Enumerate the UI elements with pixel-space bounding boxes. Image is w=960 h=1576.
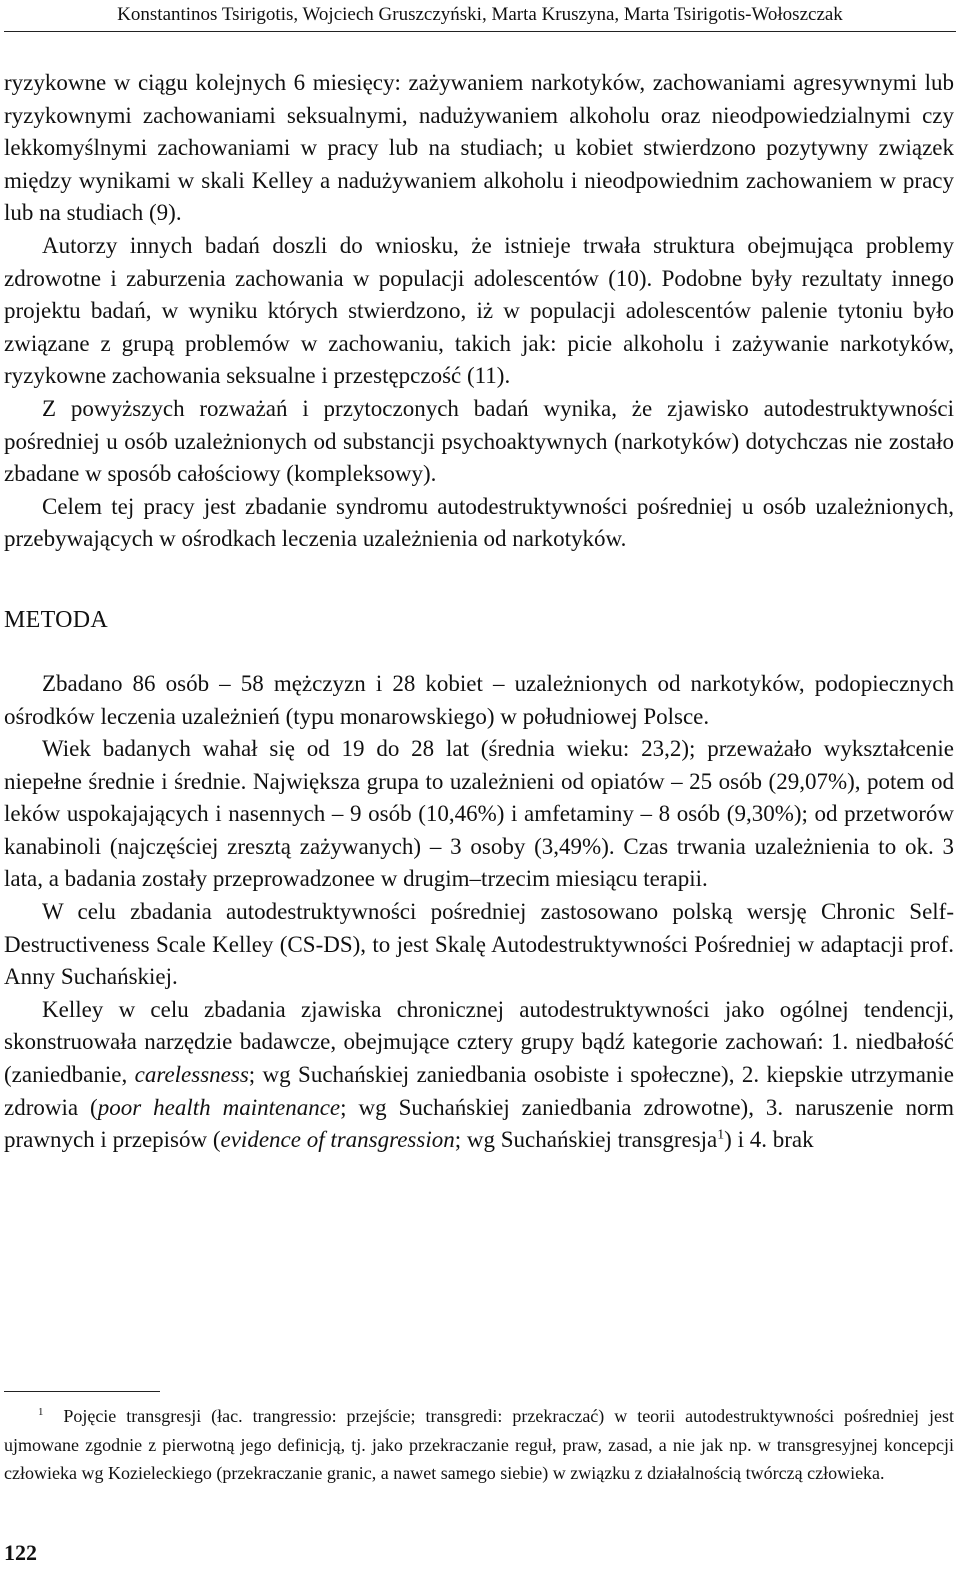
body-text (4, 67, 954, 1157)
footnote-number: 1 (38, 1406, 44, 1418)
paragraph-intro-1: ryzykowne w ciągu kolejnych 6 miesięcy: zażywaniem narkotyków, zachowaniami agresywnymi lub ryzykownymi zachowaniami seksualnymi, nadużywaniem alkoholu oraz nieodpowiedzialnymi czy lekkomyślnymi zachowaniami w pracy lub na studiach; u kobiet stwierdzono pozytywny związek między wynikami w skali Kelley a nadużywaniem alkoholu i nieodpowiednim zachowaniem w pracy lub na studiach (9). (4, 70, 954, 226)
kelley-text-5: ) i 4. brak (724, 1127, 814, 1153)
paragraph-kelley (4, 994, 954, 1157)
kelley-text-2: ; wg Suchańskiej zaniedbania osobiste i społeczne), 2. kiepskie utrzymanie zdrowia ( (4, 1062, 954, 1120)
section-heading-metoda: METODA (4, 606, 109, 633)
paragraph-method-1: Zbadano 86 osób – 58 mężczyzn i 28 kobiet – uzależnionych od narkotyków, podopiecznych ośrodków leczenia uzależnień (typu monarowskiego) w południowej Polsce. (4, 670, 954, 729)
kelley-text-1: Kelley w celu zbadania zjawiska chronicznej autodestruktywności jako ogólnej tendencji, skonstruowała narzędzie badawcze, obejmujące cztery grupy bądź kategorie zachowań: 1. niedbałość (zaniedbanie, (4, 996, 954, 1088)
kelley-term-transgression: evidence of transgression (220, 1127, 455, 1153)
kelley-term-poor-health: poor health maintenance (97, 1094, 341, 1120)
paragraph-intro-2: Autorzy innych badań doszli do wniosku, że istnieje trwała struktura obejmująca problemy zdrowotne i zaburzenia zachowania w populacji adolescentów (10). Podobne były rezultaty innego projektu badań, w wyniku których stwierdzono, iż w populacji adolescentów palenie tytoniu było związane z grupą problemów w zachowaniu, takich jak: picie alkoholu i zażywanie narkotyków, ryzykowne zachowania seksualne i przestępczość (11). (4, 232, 954, 389)
kelley-term-carelessness: carelessness (134, 1062, 249, 1088)
footnote-rule (4, 1391, 160, 1392)
page-number: 122 (4, 1540, 37, 1565)
paragraph-method-2: Wiek badanych wahał się od 19 do 28 lat (średnia wieku: 23,2); przeważało wykształcenie niepełne średnie i średnie. Największa grupa to uzależnieni od opiatów – 25 osób (29,07%), potem od leków uspokajających i nasennych – 9 osób (10,46%) i amfetaminy – 8 osób (9,30%); od przetworów kanabinoli (najczęściej zresztą zażywanych) – 3 osoby (3,49%). Czas trwania uzależnienia to ok. 3 lata, a badania zostały przeprowadzonee w drugim–trzecim miesiącu terapii. (4, 736, 954, 892)
footnote-ref: 1 (717, 1126, 725, 1142)
kelley-text-4: ; wg Suchańskiej transgresja (454, 1127, 718, 1153)
paragraph-intro-4: Celem tej pracy jest zbadanie syndromu autodestruktywności pośredniej u osób uzależnionych, przebywających w ośrodkach leczenia uzależnienia od narkotyków. (4, 493, 954, 552)
footnote-text: Pojęcie transgresji (łac. trangressio: przejście; transgredi: przekraczać) w teorii autodestruktywności pośredniej jest ujmowane zgodnie z pierwotną jego definicją, tj. jako przekraczanie reguł, praw, zasad, a nie jak np. w transgresyjnej koncepcji człowieka wg Kozieleckiego (przekraczanie granic, a nawet samego siebie) w związku z działalnością twórczą człowieka. (4, 1406, 954, 1483)
paragraph-method-3: W celu zbadania autodestruktywności pośredniej zastosowano polską wersję Chronic Self-Destructiveness Scale Kelley (CS-DS), to jest Skalę Autodestruktywności Pośredniej w adaptacji prof. Anny Suchańskiej. (4, 899, 954, 990)
running-header: Konstantinos Tsirigotis, Wojciech Gruszczyński, Marta Kruszyna, Marta Tsirigotis-Wołoszczak (117, 4, 843, 25)
paragraph-intro-3: Z powyższych rozważań i przytoczonych badań wynika, że zjawisko autodestruktywności pośredniej u osób uzależnionych od substancji psychoaktywnych (narkotyków) dotychczas nie zostało zbadane w sposób całościowy (kompleksowy). (4, 395, 954, 487)
header-rule (4, 31, 956, 32)
footnote (4, 1402, 954, 1488)
kelley-text-3: ; wg Suchańskiej zaniedbania zdrowotne), 3. naruszenie norm prawnych i przepisów ( (4, 1094, 954, 1153)
